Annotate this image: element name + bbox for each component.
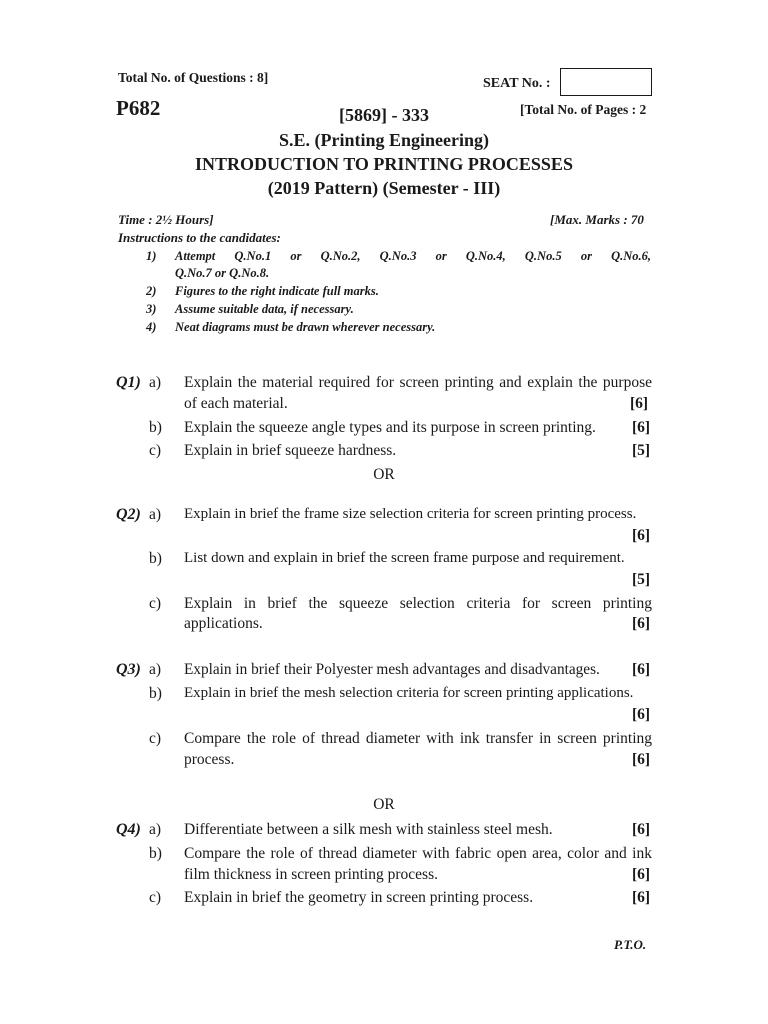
question-number: Q1) [116,374,141,391]
question-text: Explain the material required for screen printing and explain the purpose [184,374,652,391]
instruction-text: Assume suitable data, if necessary. [175,302,354,316]
instruction-number: 2) [146,284,157,298]
total-questions: Total No. of Questions : 8] [118,70,269,85]
paper-code-p: P682 [116,96,161,120]
instruction-text-cont: Q.No.7 or Q.No.8. [175,266,270,280]
question-text: Explain in brief their Polyester mesh advantages and disadvantages. [184,661,600,678]
question-part-label: b) [149,550,162,567]
question-text: List down and explain in brief the screen frame purpose and requirement. [184,550,625,566]
question-text: Explain in brief squeeze hardness. [184,442,397,459]
instruction-number: 4) [146,320,157,334]
subject-title: INTRODUCTION TO PRINTING PROCESSES [195,154,573,174]
instructions-title: Instructions to the candidates: [118,230,281,245]
pto-label: P.T.O. [614,937,647,952]
question-marks: [5] [632,571,651,588]
time-label: Time : 2½ Hours] [118,212,214,227]
instruction-text: Figures to the right indicate full marks. [175,284,379,298]
question-part-label: b) [149,419,162,436]
paper-number: [5869] - 333 [339,105,429,125]
question-number: Q3) [116,661,141,678]
question-marks: [5] [632,442,651,459]
course-title: S.E. (Printing Engineering) [278,130,489,150]
question-part-label: c) [149,595,162,612]
question-marks: [6] [630,395,649,412]
instruction-text: Attempt Q.No.1 or Q.No.2, Q.No.3 or Q.No.4, Q.No.5 or Q.No.6, [175,249,651,263]
question-marks: [6] [632,821,651,838]
question-marks: [6] [632,866,651,883]
question-marks: [6] [632,751,651,768]
question-part-label: b) [149,845,162,862]
question-number: Q4) [116,821,141,838]
question-text: Explain in brief the mesh selection criteria for screen printing applications. [184,685,634,701]
seat-number-label: SEAT No. : [483,76,551,91]
question-text-cont: of each material. [184,395,288,412]
question-part-label: c) [149,442,162,459]
question-part-label: b) [149,685,162,702]
question-part-label: a) [149,661,162,678]
instruction-number: 1) [146,249,157,263]
question-text-cont: film thickness in screen printing process. [184,866,438,883]
question-part-label: a) [149,506,162,523]
question-marks: [6] [632,527,651,544]
question-text: Explain in brief the squeeze selection criteria for screen printing [184,595,652,612]
question-text: Explain in brief the frame size selection criteria for screen printing process. [184,506,637,522]
question-part-label: c) [149,889,162,906]
total-pages: [Total No. of Pages : 2 [520,102,647,117]
instruction-text: Neat diagrams must be drawn wherever necessary. [175,320,436,334]
question-number: Q2) [116,506,141,523]
or-separator: OR [373,796,395,813]
question-text: Compare the role of thread diameter with fabric open area, color and ink [184,845,652,862]
max-marks: [Max. Marks : 70 [550,212,644,227]
question-marks: [6] [632,889,651,906]
question-part-label: a) [149,821,162,838]
question-text: Explain the squeeze angle types and its purpose in screen printing. [184,419,596,436]
question-text-cont: applications. [184,615,263,632]
seat-number-box[interactable] [560,68,652,96]
question-text: Differentiate between a silk mesh with stainless steel mesh. [184,821,553,838]
question-text: Explain in brief the geometry in screen printing process. [184,889,534,906]
question-marks: [6] [632,615,651,632]
question-text-cont: process. [184,751,235,768]
question-part-label: c) [149,730,162,747]
question-part-label: a) [149,374,162,391]
question-marks: [6] [632,661,651,678]
instruction-number: 3) [146,302,157,316]
question-marks: [6] [632,419,651,436]
pattern-semester: (2019 Pattern) (Semester - III) [267,178,501,198]
or-separator: OR [373,466,395,483]
question-marks: [6] [632,706,651,723]
question-text: Compare the role of thread diameter with ink transfer in screen printing [184,730,652,747]
